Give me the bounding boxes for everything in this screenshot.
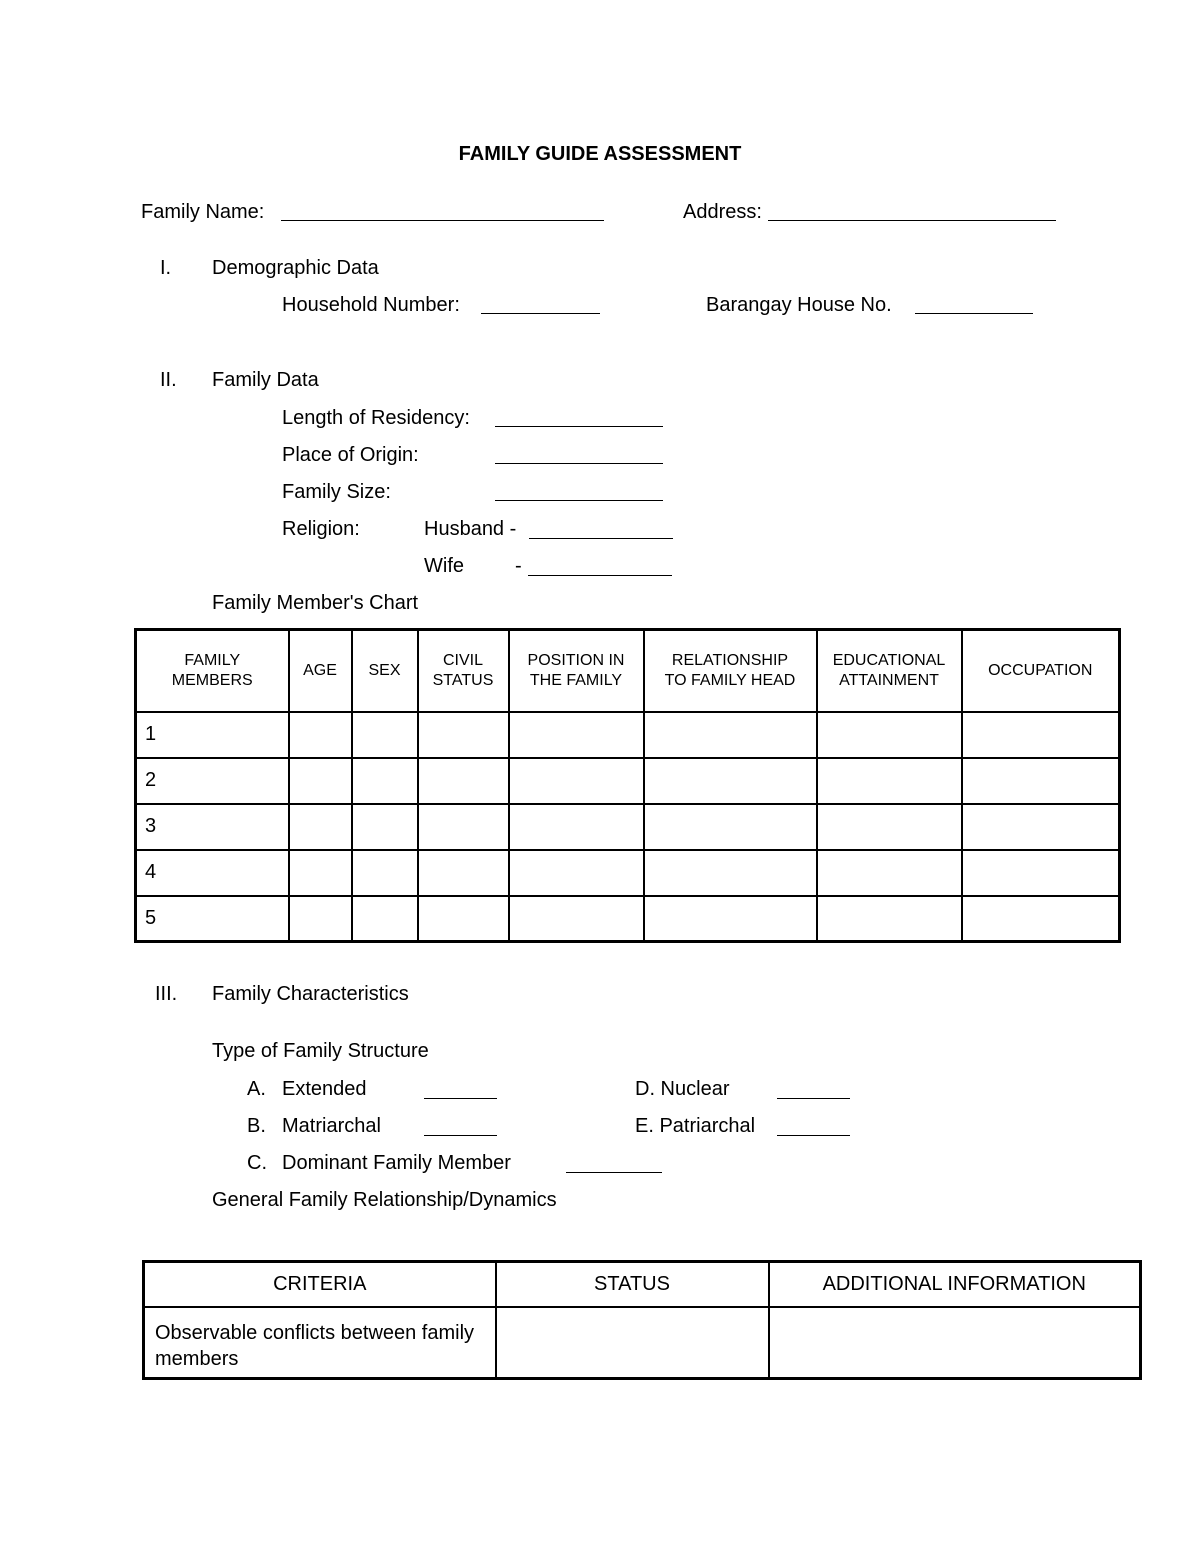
option-c-letter: C.	[247, 1152, 267, 1174]
matriarchal-field[interactable]	[424, 1135, 497, 1136]
relationship-cell[interactable]	[644, 850, 817, 896]
age-cell[interactable]	[289, 850, 352, 896]
education-cell[interactable]	[817, 758, 962, 804]
age-cell[interactable]	[289, 758, 352, 804]
husband-label: Husband -	[424, 518, 517, 540]
header-occupation: OCCUPATION	[962, 630, 1120, 712]
relationship-cell[interactable]	[644, 758, 817, 804]
criteria-cell: Observable conflicts between family members	[144, 1307, 496, 1379]
sex-cell[interactable]	[352, 804, 418, 850]
family-name-field[interactable]	[281, 220, 604, 221]
option-a-letter: A.	[247, 1078, 266, 1100]
position-cell[interactable]	[509, 896, 644, 942]
status-cell[interactable]	[496, 1307, 769, 1379]
education-cell[interactable]	[817, 804, 962, 850]
table-row	[136, 850, 1120, 896]
education-cell[interactable]	[817, 850, 962, 896]
criteria-header-row	[144, 1262, 1141, 1307]
extended-field[interactable]	[424, 1098, 497, 1099]
chart-caption: Family Member's Chart	[212, 592, 419, 614]
age-cell[interactable]	[289, 712, 352, 758]
header-relationship: RELATIONSHIP TO FAMILY HEAD	[644, 630, 817, 712]
option-dominant-member-label: Dominant Family Member	[282, 1152, 511, 1174]
row-number: 3	[136, 804, 289, 850]
row-number: 5	[136, 896, 289, 942]
section-iii-numeral: III.	[155, 983, 178, 1005]
wife-religion-field[interactable]	[528, 575, 672, 576]
position-cell[interactable]	[509, 758, 644, 804]
header-criteria: CRITERIA	[144, 1262, 496, 1307]
wife-dash: -	[515, 555, 522, 577]
civil-status-cell[interactable]	[418, 758, 509, 804]
header-family-members: FAMILY MEMBERS	[136, 630, 289, 712]
occupation-cell[interactable]	[962, 758, 1120, 804]
option-patriarchal-label: E. Patriarchal	[635, 1115, 756, 1137]
section-ii-numeral: II.	[160, 369, 177, 391]
age-cell[interactable]	[289, 896, 352, 942]
page-title: FAMILY GUIDE ASSESSMENT	[458, 143, 742, 165]
option-b-letter: B.	[247, 1115, 266, 1137]
occupation-cell[interactable]	[962, 804, 1120, 850]
address-field[interactable]	[768, 220, 1056, 221]
position-cell[interactable]	[509, 804, 644, 850]
dynamics-criteria-table	[142, 1260, 1142, 1380]
option-nuclear-label: D. Nuclear	[635, 1078, 730, 1100]
option-extended-label: Extended	[282, 1078, 367, 1100]
occupation-cell[interactable]	[962, 896, 1120, 942]
sex-cell[interactable]	[352, 850, 418, 896]
civil-status-cell[interactable]	[418, 804, 509, 850]
family-member-chart	[134, 628, 1121, 943]
sex-cell[interactable]	[352, 758, 418, 804]
length-of-residency-field[interactable]	[495, 426, 663, 427]
sex-cell[interactable]	[352, 896, 418, 942]
header-sex: SEX	[352, 630, 418, 712]
education-cell[interactable]	[817, 712, 962, 758]
relationship-cell[interactable]	[644, 712, 817, 758]
place-of-origin-field[interactable]	[495, 463, 663, 464]
table-row	[144, 1307, 1141, 1379]
civil-status-cell[interactable]	[418, 850, 509, 896]
section-iii-heading: Family Characteristics	[212, 983, 409, 1005]
row-number: 2	[136, 758, 289, 804]
table-row	[136, 758, 1120, 804]
section-i-numeral: I.	[160, 257, 172, 279]
row-number: 4	[136, 850, 289, 896]
occupation-cell[interactable]	[962, 850, 1120, 896]
position-cell[interactable]	[509, 712, 644, 758]
wife-label: Wife	[424, 555, 464, 577]
civil-status-cell[interactable]	[418, 896, 509, 942]
header-additional-info: ADDITIONAL INFORMATION	[769, 1262, 1141, 1307]
header-age: AGE	[289, 630, 352, 712]
position-cell[interactable]	[509, 850, 644, 896]
additional-info-cell[interactable]	[769, 1307, 1141, 1379]
education-cell[interactable]	[817, 896, 962, 942]
household-number-label: Household Number:	[282, 294, 460, 316]
section-ii-heading: Family Data	[212, 369, 319, 391]
religion-label: Religion:	[282, 518, 360, 540]
family-structure-heading: Type of Family Structure	[212, 1040, 429, 1062]
occupation-cell[interactable]	[962, 712, 1120, 758]
length-of-residency-label: Length of Residency:	[282, 407, 470, 429]
dynamics-heading: General Family Relationship/Dynamics	[212, 1189, 557, 1211]
table-row	[136, 804, 1120, 850]
section-i-heading: Demographic Data	[212, 257, 379, 279]
husband-religion-field[interactable]	[529, 538, 673, 539]
household-number-field[interactable]	[481, 313, 600, 314]
civil-status-cell[interactable]	[418, 712, 509, 758]
header-position: POSITION IN THE FAMILY	[509, 630, 644, 712]
nuclear-field[interactable]	[777, 1098, 850, 1099]
patriarchal-field[interactable]	[777, 1135, 850, 1136]
chart-header-row	[136, 630, 1120, 712]
relationship-cell[interactable]	[644, 804, 817, 850]
relationship-cell[interactable]	[644, 896, 817, 942]
option-matriarchal-label: Matriarchal	[282, 1115, 381, 1137]
sex-cell[interactable]	[352, 712, 418, 758]
dominant-member-field[interactable]	[566, 1172, 662, 1173]
header-status: STATUS	[496, 1262, 769, 1307]
header-civil-status: CIVIL STATUS	[418, 630, 509, 712]
barangay-house-label: Barangay House No.	[706, 294, 892, 316]
barangay-house-field[interactable]	[915, 313, 1033, 314]
family-name-label: Family Name:	[141, 201, 265, 223]
header-educational-attainment: EDUCATIONAL ATTAINMENT	[817, 630, 962, 712]
table-row	[136, 896, 1120, 942]
table-row	[136, 712, 1120, 758]
family-size-label: Family Size:	[282, 481, 391, 503]
age-cell[interactable]	[289, 804, 352, 850]
row-number: 1	[136, 712, 289, 758]
place-of-origin-label: Place of Origin:	[282, 444, 419, 466]
address-label: Address:	[683, 201, 762, 223]
family-size-field[interactable]	[495, 500, 663, 501]
